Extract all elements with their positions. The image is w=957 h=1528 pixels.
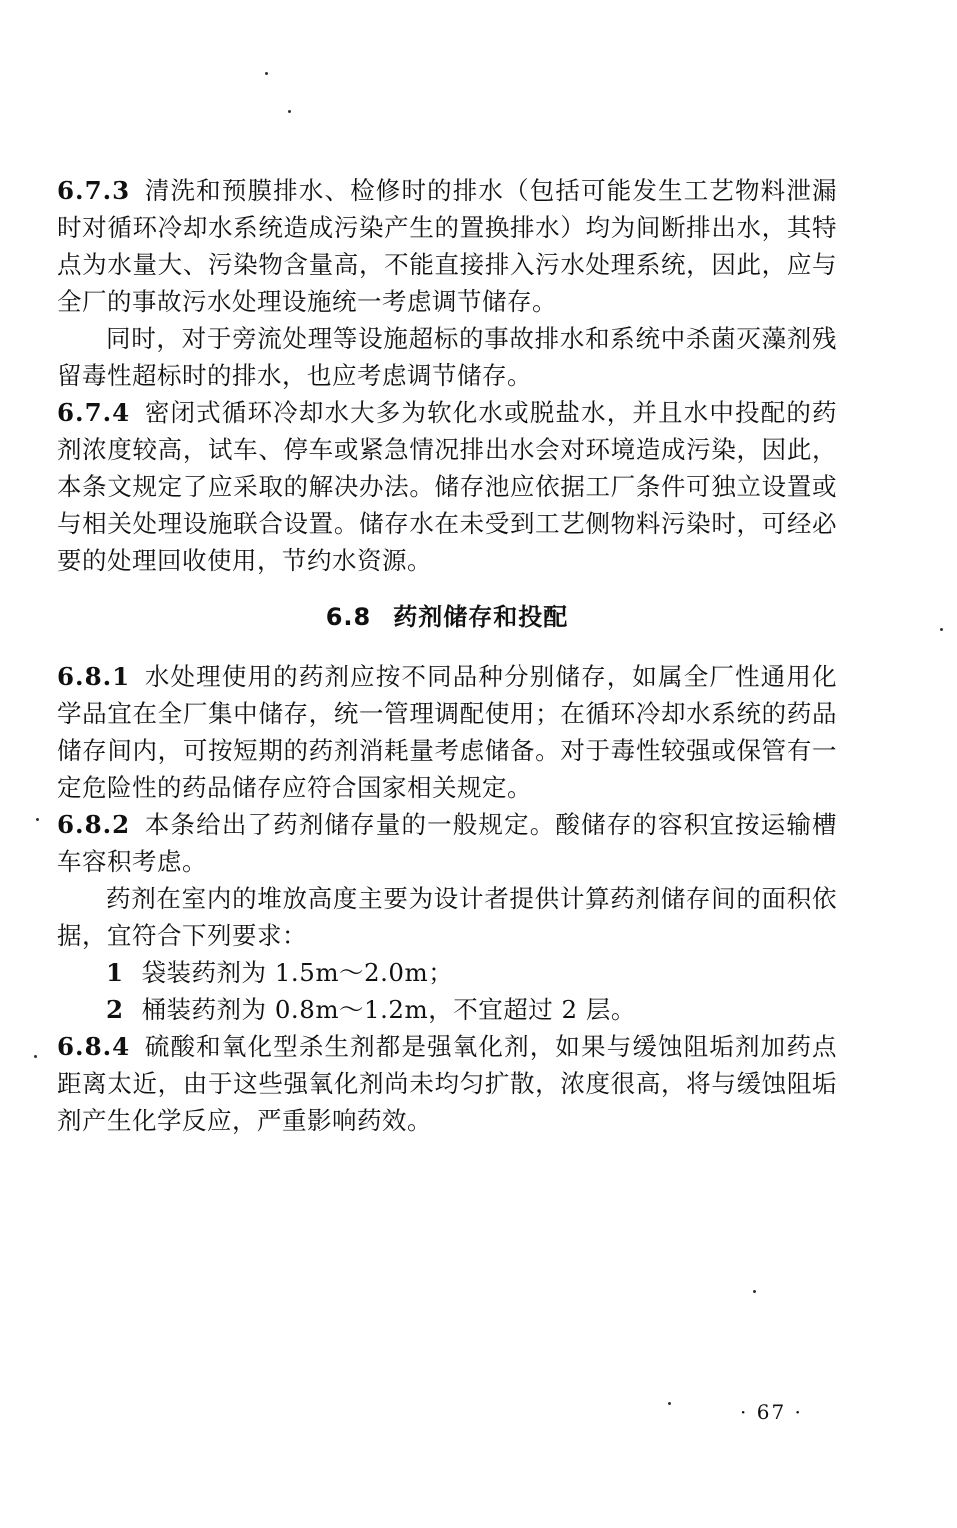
section-heading bbox=[57, 599, 837, 636]
page-body bbox=[57, 172, 837, 1139]
section-text: 密闭式循环冷却水大多为软化水或脱盐水，并且水中投配的药剂浓度较高，试车、停车或紧急情况排出水会对环境造成污染，因此，本条文规定了应采取的解决办法。储存池应依据工厂条件可独立设置或与相关处理设施联合设置。储存水在未受到工艺侧物料污染时，可经必要的处理回收使用，节约水资源。 bbox=[57, 398, 837, 575]
section-number: 6.8.4 bbox=[57, 1032, 131, 1061]
section-number: 6.7.3 bbox=[57, 176, 131, 205]
list-item-text: 桶装药剂为 0.8m～1.2m，不宜超过 2 层。 bbox=[141, 995, 636, 1024]
list-item-number: 1 bbox=[106, 958, 124, 987]
section-text: 本条给出了药剂储存量的一般规定。酸储存的容积宜按运输槽车容积考虑。 bbox=[57, 810, 837, 876]
scan-speck bbox=[288, 110, 291, 113]
section-number: 6.8.2 bbox=[57, 810, 131, 839]
section-number: 6.7.4 bbox=[57, 398, 131, 427]
list-item bbox=[57, 991, 837, 1028]
paragraph: 同时，对于旁流处理等设施超标的事故排水和系统中杀菌灭藻剂残留毒性超标时的排水，也应考虑调节储存。 bbox=[57, 324, 837, 390]
list-item-text: 袋装药剂为 1.5m～2.0m； bbox=[141, 958, 454, 987]
scan-speck bbox=[753, 1290, 756, 1293]
heading-title: 药剂储存和投配 bbox=[393, 603, 569, 631]
scan-speck bbox=[668, 1402, 671, 1405]
scan-speck bbox=[940, 628, 943, 631]
scan-speck bbox=[265, 72, 268, 75]
scan-speck bbox=[36, 818, 39, 821]
list-item-number: 2 bbox=[106, 995, 124, 1024]
section-text: 硫酸和氧化型杀生剂都是强氧化剂，如果与缓蚀阻垢剂加药点距离太近，由于这些强氧化剂尚未均匀扩散，浓度很高，将与缓蚀阻垢剂产生化学反应，严重影响药效。 bbox=[57, 1032, 837, 1135]
section-text: 清洗和预膜排水、检修时的排水（包括可能发生工艺物料泄漏时对循环冷却水系统造成污染产生的置换排水）均为间断排出水，其特点为水量大、污染物含量高，不能直接排入污水处理系统，因此，应与全厂的事故污水处理设施统一考虑调节储存。 bbox=[57, 176, 837, 316]
list-item bbox=[57, 954, 837, 991]
section-6-8-2 bbox=[57, 806, 837, 880]
section-6-8-4 bbox=[57, 1028, 837, 1139]
section-6-8-1 bbox=[57, 658, 837, 806]
scan-speck bbox=[34, 1055, 37, 1058]
paragraph: 药剂在室内的堆放高度主要为设计者提供计算药剂储存间的面积依据，宜符合下列要求： bbox=[57, 884, 837, 950]
page-number: · 67 · bbox=[740, 1400, 803, 1424]
heading-number: 6.8 bbox=[325, 603, 372, 631]
section-6-7-4 bbox=[57, 394, 837, 579]
section-6-7-3 bbox=[57, 172, 837, 320]
section-text: 水处理使用的药剂应按不同品种分别储存，如属全厂性通用化学品宜在全厂集中储存，统一管理调配使用；在循环冷却水系统的药品储存间内，可按短期的药剂消耗量考虑储备。对于毒性较强或保管有一定危险性的药品储存应符合国家相关规定。 bbox=[57, 662, 837, 802]
section-number: 6.8.1 bbox=[57, 662, 131, 691]
